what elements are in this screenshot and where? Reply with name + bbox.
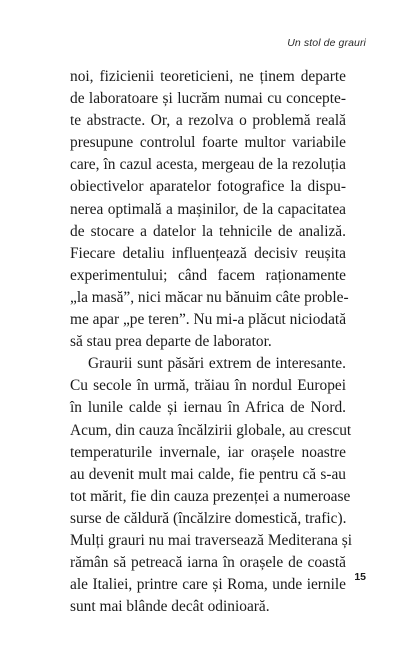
text-line: Graurii sunt păsări extrem de interesante.: [88, 355, 346, 373]
body-text: [70, 66, 353, 618]
text-line: Mulți grauri nu mai traversează Mediterana și: [70, 531, 353, 549]
text-line: „la masă”, nici măcar nu bănuim câte proble-: [70, 288, 349, 306]
text-line: me apar „pe teren”. Nu mi-a plăcut niciodată: [70, 311, 347, 329]
running-header: Un stol de grauri: [287, 37, 366, 49]
text-line: ale Italiei, printre care și Roma, unde iernile: [70, 576, 346, 594]
text-line: temperaturile invernale, iar orașele noastre: [70, 443, 346, 461]
text-line: care, în cazul acesta, mergeau de la rezoluția: [70, 156, 346, 174]
text-line: rămân să petreacă iarna în orașele de coastă: [70, 554, 346, 572]
text-line: experimentului; când facem raționamente: [70, 266, 346, 284]
text-line: să stau prea departe de laborator.: [70, 333, 272, 351]
text-line: Fiecare detaliu influențează decisiv reușita: [70, 244, 346, 262]
text-line: obiectivelor aparatelor fotografice la dispu-: [70, 178, 346, 196]
paragraph-1: [70, 66, 349, 353]
text-line: de stocare a datelor la tehnicile de analiză.: [70, 222, 346, 240]
page-number: 15: [354, 571, 366, 583]
text-line: noi, fizicienii teoreticieni, ne ținem departe: [70, 68, 346, 85]
text-line: sunt mai blânde decât odinioară.: [70, 598, 270, 616]
text-line: Cu secole în urmă, trăiau în nordul Europei: [70, 377, 346, 395]
paragraph-2: [70, 353, 353, 618]
text-line: presupune controlul foarte multor variabile: [70, 134, 346, 152]
text-line: de laboratoare și lucrăm numai cu concepte-: [70, 90, 346, 108]
text-line: te abstracte. Or, a rezolva o problemă reală: [70, 112, 346, 130]
text-line: au devenit mult mai calde, fie pentru că s-au: [70, 465, 346, 483]
text-line: surse de căldură (încălzire domestică, trafic).: [70, 509, 347, 527]
text-line: în lunile calde și iernau în Africa de Nord.: [70, 399, 346, 417]
text-line: tot mărit, fie din cauza prezenței a numeroase: [70, 487, 351, 505]
text-line: Acum, din cauza încălzirii globale, au crescut: [70, 421, 352, 439]
text-line: nerea optimală a mașinilor, de la capacitatea: [70, 200, 346, 218]
